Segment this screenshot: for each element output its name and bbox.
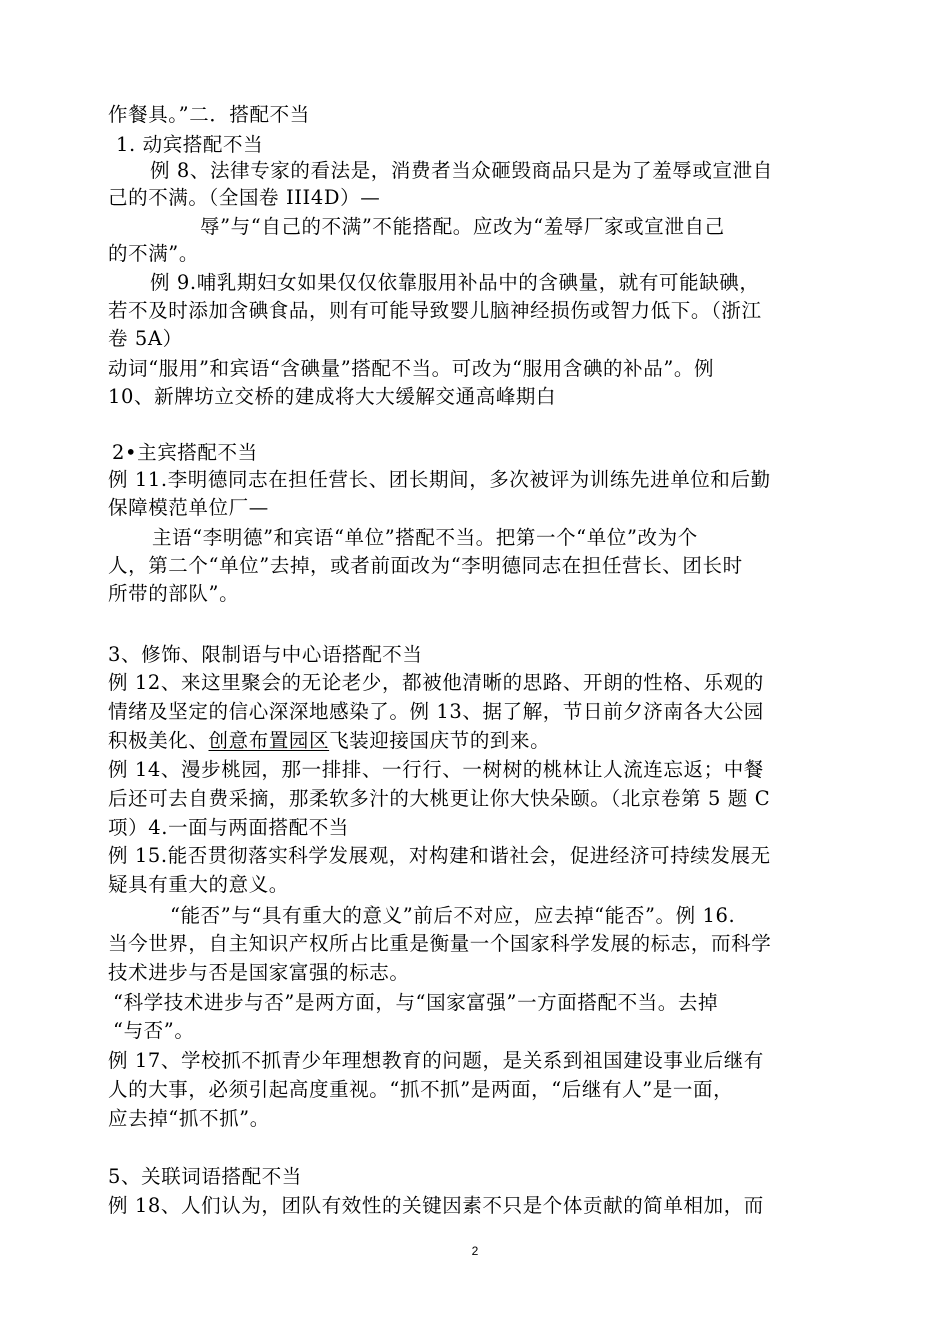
text-line: 卷 5A） [108,327,183,350]
section-heading: 3、修饰、限制语与中心语搭配不当 [108,643,423,666]
underlined-text: 创意布置园区 [208,729,330,752]
text-line: 己的不满。（全国卷 III4D）— [108,186,381,209]
text-line: “与否”。 [113,1019,195,1042]
text-line: 疑具有重大的意义。 [108,873,289,896]
section-heading: 5、关联词语搭配不当 [108,1165,302,1188]
text-line: 的不满”。 [108,242,199,265]
text-line: 例 18、人们认为，团队有效性的关键因素不只是个体贡献的简单相加，而 [108,1194,764,1217]
text-line: 例 14、漫步桃园，那一排排、一行行、一树树的桃林让人流连忘返；中餐 [108,758,764,781]
text-line: “能否”与“具有重大的意义”前后不对应，应去掉“能否”。例 16. [170,904,736,927]
text-line: 例 12、来这里聚会的无论老少，都被他清晰的思路、开朗的性格、乐观的 [108,671,764,694]
text-line: 例 9.哺乳期妇女如果仅仅依靠服用补品中的含碘量，就有可能缺碘， [150,271,760,294]
text-segment: 积极美化、 [108,729,209,752]
text-line: 例 15.能否贯彻落实科学发展观，对构建和谐社会，促进经济可持续发展无 [108,844,771,867]
text-line: 人的大事，必须引起高度重视。“抓不抓”是两面，“后继有人”是一面， [108,1078,734,1101]
text-line: 例 11.李明德同志在担任营长、团长期间，多次被评为训练先进单位和后勤 [108,468,771,491]
text-line: “科学技术进步与否”是两方面，与“国家富强”一方面搭配不当。去掉 [113,991,719,1014]
text-line: 保障模范单位厂— [108,496,269,519]
text-line: 例 8、法律专家的看法是，消费者当众砸毁商品只是为了羞辱或宣泄自 [150,159,773,182]
text-line: 例 17、学校抓不抓青少年理想教育的问题，是关系到祖国建设事业后继有 [108,1049,764,1072]
text-line: 动词“服用”和宾语“含碘量”搭配不当。可改为“服用含碘的补品”。例 [108,357,715,380]
text-line: 辱”与“自己的不满”不能搭配。应改为“羞辱厂家或宣泄自己 [200,215,725,238]
text-line [108,728,550,754]
text-line: 应去掉“抓不抓”。 [108,1107,270,1130]
text-line: 技术进步与否是国家富强的标志。 [108,961,410,984]
text-line: 作餐具。”二．搭配不当 [108,103,310,126]
text-line: 10、新牌坊立交桥的建成将大大缓解交通高峰期白 [108,385,557,408]
text-line: 后还可去自费采摘，那柔软多汁的大桃更让你大快朵颐。（北京卷第 5 题 C [108,787,771,810]
section-heading: 2•主宾搭配不当 [112,441,258,464]
page-number: 2 [471,1244,479,1258]
section-heading: 1. 动宾搭配不当 [116,133,264,156]
text-line: 情绪及坚定的信心深深地感染了。例 13、据了解，节日前夕济南各大公园 [108,700,764,723]
text-line: 项）4.一面与两面搭配不当 [108,816,349,839]
text-line: 若不及时添加含碘食品，则有可能导致婴儿脑神经损伤或智力低下。（浙江 [108,299,762,322]
text-line: 人，第二个“单位”去掉，或者前面改为“李明德同志在担任营长、团长时 [108,554,743,577]
text-segment: 飞装迎接国庆节的到来。 [329,729,551,752]
text-line: 主语“李明德”和宾语“单位”搭配不当。把第一个“单位”改为个 [152,526,698,549]
text-line: 所带的部队”。 [108,582,240,605]
text-line: 当今世界，自主知识产权所占比重是衡量一个国家科学发展的标志，而科学 [108,932,772,955]
